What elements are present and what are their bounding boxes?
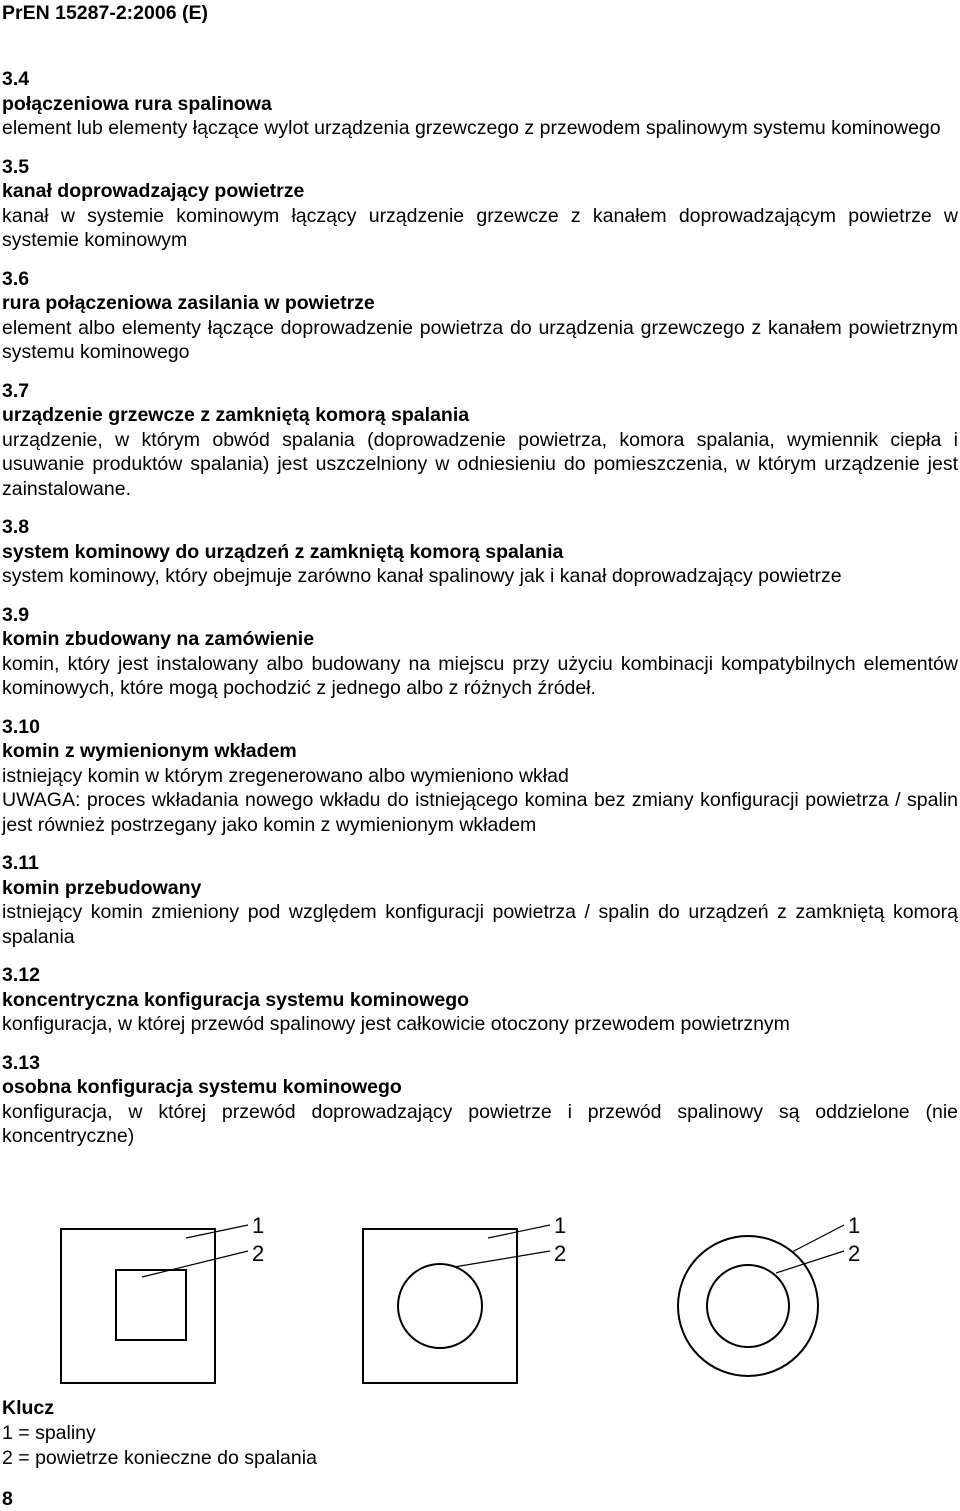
label-2: 2 [554, 1241, 567, 1266]
entry-number: 3.9 [2, 603, 30, 626]
definition-entry-3-11 [2, 851, 958, 949]
entry-note: UWAGA: proces wkładania nowego wkładu do istniejącego komina bez zmiany konfiguracji powietrza / spalin jest również postrzegany jako komin z wymienionym wkładem [2, 789, 958, 836]
entry-term: urządzenie grzewcze z zamkniętą komorą spalania [2, 404, 470, 426]
label-2: 2 [848, 1241, 861, 1266]
entry-term: koncentryczna konfiguracja systemu kominowego [2, 988, 470, 1011]
entry-definition: urządzenie, w którym obwód spalania (doprowadzenie powietrza, komora spalania, wymiennik ciepła i usuwanie produktów spalania) jest uszczelniony w odniesieniu do pomieszczenia, w którym urządzenie jest zainstalowane. [2, 428, 958, 500]
entry-term: połączeniowa rura spalinowa [2, 92, 272, 115]
page-number: 8 [2, 1488, 13, 1510]
definitions-list [2, 67, 958, 1163]
leader-line-1 [186, 1225, 248, 1238]
inner-square [116, 1270, 186, 1340]
entry-number: 3.10 [2, 715, 40, 738]
key-item: 2 = powietrze konieczne do spalania [2, 1447, 317, 1469]
leader-line-2 [776, 1251, 844, 1273]
definition-entry-3-4 [2, 67, 958, 141]
entry-definition: komin, który jest instalowany albo budowany na miejscu przy użyciu kombinacji kompatybilnych elementów kominowych, które mogą pochodzić z jednego albo z różnych źródeł. [2, 652, 958, 699]
outer-circle [678, 1236, 818, 1376]
entry-term: komin przebudowany [2, 876, 202, 899]
entry-term: komin z wymienionym wkładem [2, 740, 297, 762]
label-1: 1 [252, 1217, 265, 1238]
entry-number: 3.7 [2, 379, 30, 402]
entry-number: 3.5 [2, 155, 30, 178]
entry-definition: konfiguracja, w której przewód spalinowy jest całkowicie otoczony przewodem powietrznym [2, 1013, 790, 1035]
entry-number: 3.12 [2, 964, 40, 986]
entry-definition: istniejący komin w którym zregenerowano albo wymieniono wkład [2, 764, 569, 787]
entry-term: komin zbudowany na zamówienie [2, 628, 315, 650]
leader-line-2 [142, 1251, 248, 1277]
document-header: PrEN 15287-2:2006 (E) [2, 2, 208, 24]
leader-line-1 [792, 1225, 844, 1252]
entry-number: 3.4 [2, 68, 30, 90]
definition-entry-3-7 [2, 379, 958, 502]
entry-definition: istniejący komin zmieniony pod względem konfiguracji powietrza / spalin do urządzeń z zamkniętą komorą spalania [2, 901, 958, 948]
label-1: 1 [848, 1217, 861, 1238]
inner-circle [398, 1264, 482, 1348]
diagram-square-in-square [60, 1217, 280, 1387]
entry-number: 3.6 [2, 267, 30, 290]
entry-term: system kominowy do urządzeń z zamkniętą komorą spalania [2, 540, 564, 563]
diagram-circle-in-square [362, 1217, 592, 1387]
definition-entry-3-13 [2, 1051, 958, 1149]
entry-definition: kanał w systemie kominowym łączący urządzenie grzewcze z kanałem doprowadzającym powietrze w systemie kominowym [2, 204, 958, 251]
entry-definition: element lub elementy łączące wylot urządzenia grzewczego z przewodem spalinowym systemu kominowego [2, 117, 941, 139]
outer-square [61, 1229, 215, 1383]
entry-definition: konfiguracja, w której przewód doprowadzający powietrze i przewód spalinowy są oddzielone (nie koncentryczne) [2, 1100, 958, 1147]
inner-circle [707, 1265, 789, 1347]
entry-definition: system kominowy, który obejmuje zarówno kanał spalinowy jak i kanał doprowadzający powietrze [2, 565, 842, 587]
entry-term: kanał doprowadzający powietrze [2, 180, 305, 202]
entry-term: rura połączeniowa zasilania w powietrze [2, 292, 375, 314]
definition-entry-3-10 [2, 715, 958, 838]
figure-key [2, 1396, 317, 1471]
diagram-circle-in-circle [676, 1217, 916, 1387]
entry-number: 3.8 [2, 516, 30, 538]
label-2: 2 [252, 1241, 265, 1266]
definition-entry-3-12 [2, 963, 958, 1037]
entry-number: 3.13 [2, 1051, 40, 1074]
key-item: 1 = spaliny [2, 1422, 96, 1444]
entry-number: 3.11 [2, 852, 39, 874]
definition-entry-3-5 [2, 155, 958, 253]
definition-entry-3-9 [2, 603, 958, 701]
configuration-figures [60, 1217, 920, 1387]
key-title: Klucz [2, 1397, 55, 1419]
outer-square [363, 1229, 517, 1383]
entry-term: osobna konfiguracja systemu kominowego [2, 1076, 402, 1098]
definition-entry-3-6 [2, 267, 958, 365]
label-1: 1 [554, 1217, 567, 1238]
leader-line-1 [488, 1225, 550, 1238]
leader-line-2 [454, 1251, 550, 1267]
definition-entry-3-8 [2, 515, 958, 589]
entry-definition: element albo elementy łączące doprowadzenie powietrza do urządzenia grzewczego z kanałem powietrznym systemu kominowego [2, 316, 958, 363]
